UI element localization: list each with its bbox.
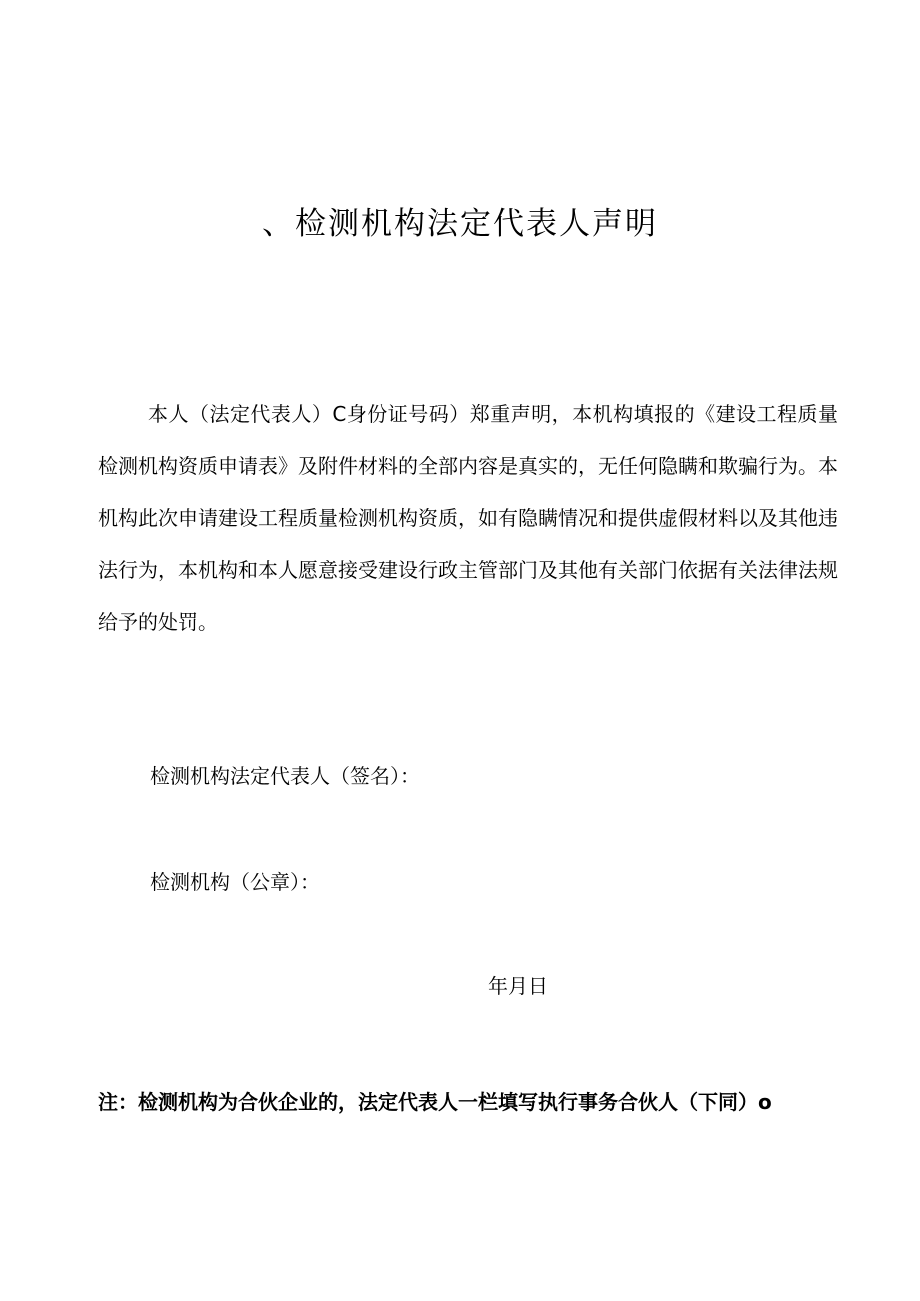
representative-signature-label: 检测机构法定代表人（签名）： bbox=[150, 764, 420, 788]
date-label: 年月日 bbox=[488, 974, 548, 998]
organization-seal-label: 检测机构（公章）： bbox=[150, 870, 320, 894]
document-title: 、检测机构法定代表人声明 bbox=[262, 206, 658, 242]
declaration-body: 本人（法定代表人）C身份证号码）郑重声明，本机构填报的《建设工程质量检测机构资质申请表》及附件材料的全部内容是真实的，无任何隐瞒和欺骗行为。本机构此次申请建设工程质量检测机构资质，如有隐瞒情况和提供虚假材料以及其他违法行为，本机构和本人愿意接受建设行政主管部门及其他有关部门依据有关法律法规给予的处罚。 bbox=[98, 402, 838, 634]
footnote: 注：检测机构为合伙企业的，法定代表人一栏填写执行事务合伙人（下同）o bbox=[98, 1090, 772, 1114]
